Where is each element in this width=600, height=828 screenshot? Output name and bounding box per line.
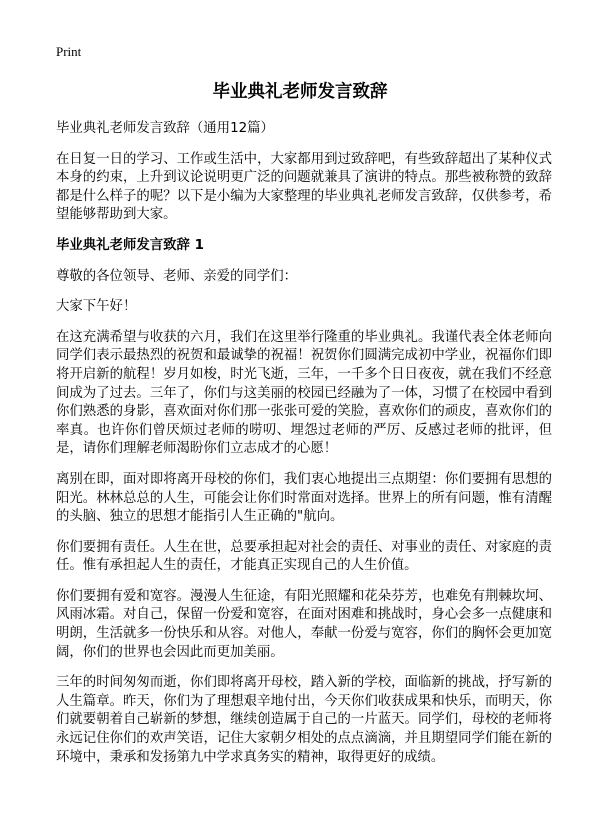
salutation: 尊敬的各位领导、老师、亲爱的同学们： bbox=[56, 268, 298, 284]
body-paragraph-1: 在这充满希望与收获的六月，我们在这里举行隆重的毕业典礼。我谨代表全体老师向同学们表示最热烈的祝贺和最诚挚的祝福！祝贺你们圆满完成初中学业，祝福你们即将开启新的航程！岁月如梭，时光飞逝，三年，一千多个日日夜夜，就在我们不经意间成为了过去。三年了，你们与这美丽的校园已经融为了一体，习惯了在校园中看到你们熟悉的身影，喜欢面对你们那一张张可爱的笑脸，喜欢你们的顽皮，喜欢你们的率真。也许你们曾厌烦过老师的唠叨、埋怨过老师的严厉、反感过老师的批评，但是，请你们理解老师渴盼你们立志成才的心愿！ bbox=[56, 329, 552, 457]
section-heading: 毕业典礼老师发言致辞 1 bbox=[56, 237, 204, 253]
article-body bbox=[56, 120, 552, 779]
page-title: 毕业典礼老师发言致辞 bbox=[212, 82, 388, 102]
body-paragraph-3: 你们要拥有责任。人生在世，总要承担起对社会的责任、对事业的责任、对家庭的责任。惟有承担起人生的责任，才能真正实现自己的人生价值。 bbox=[56, 539, 552, 574]
body-paragraph-4: 你们要拥有爱和宽容。漫漫人生征途，有阳光照耀和花朵芬芳，也难免有荆棘坎坷、风雨冰霜。对自己，保留一份爱和宽容，在面对困难和挑战时，身心会多一点健康和明朗，生活就多一份快乐和从容。对他人，奉献一份爱与宽容，你们的胸怀会更加宽阔，你们的世界也会因此而更加美丽。 bbox=[56, 588, 552, 660]
body-paragraph-2: 离别在即，面对即将离开母校的你们，我们衷心地提出三点期望：你们要拥有思想的阳光。林林总总的人生，可能会让你们时常面对选择。世界上的所有问题，惟有清醒的头脑、独立的思想才能指引人生正确的"航向。 bbox=[56, 471, 552, 525]
intro-paragraph: 在日复一日的学习、工作或生活中，大家都用到过致辞吧，有些致辞超出了某种仪式本身的约束，上升到议论说明更广泛的问题就兼具了演讲的特点。那些被称赞的致辞都是什么样子的呢？以下是小编为大家整理的毕业典礼老师发言致辞，仅供参考，希望能够帮助到大家。 bbox=[56, 151, 552, 223]
greeting: 大家下午好！ bbox=[56, 299, 137, 315]
print-link[interactable]: Print bbox=[56, 44, 82, 59]
article-subtitle: 毕业典礼老师发言致辞（通用12篇） bbox=[56, 121, 274, 136]
body-paragraph-5: 三年的时间匆匆而逝，你们即将离开母校，踏入新的学校，面临新的挑战，抒写新的人生篇章。昨天，你们为了理想艰辛地付出，今天你们收获成果和快乐，而明天，你们就要朝着自己崭新的梦想，继续创造属于自己的一片蓝天。同学们，母校的老师将永远记住你们的欢声笑语，记住大家朝夕相处的点点滴滴，并且期望同学们能在新的环境中，秉承和发扬第九中学求真务实的精神，取得更好的成绩。 bbox=[56, 675, 552, 765]
